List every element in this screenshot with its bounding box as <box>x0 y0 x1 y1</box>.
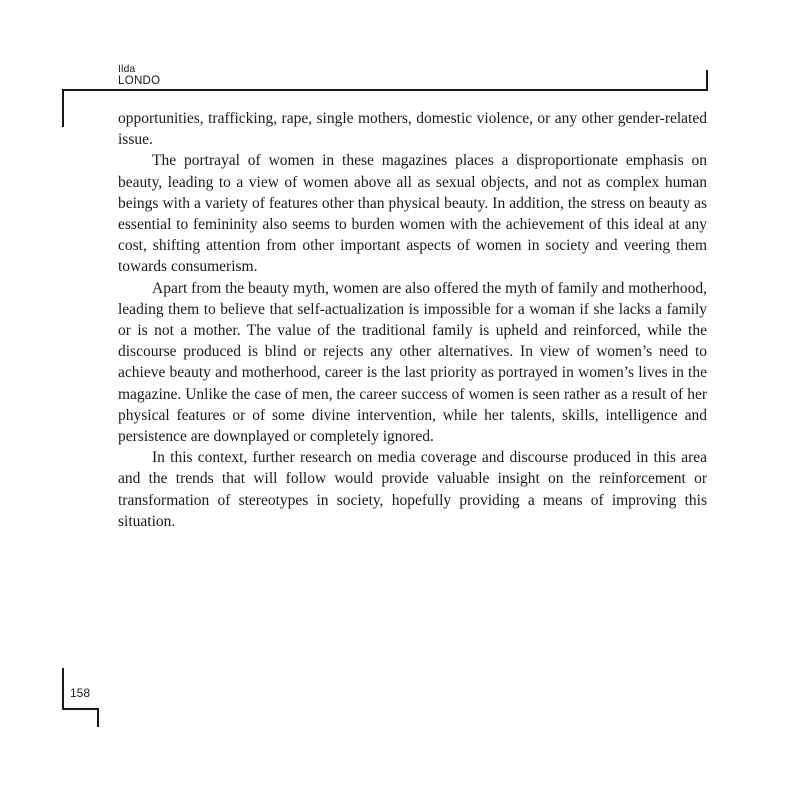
header-rule-left-tick <box>62 89 64 127</box>
paragraph: In this context, further research on media coverage and discourse produced in this area and the trends that will follow would provide valuable insight on the reinforcement or transformation of stereotypes in society, hopefully providing a means of improving this situation. <box>118 449 707 530</box>
running-header-author-first-name: Ilda <box>118 63 136 75</box>
header-rule-horizontal <box>62 89 708 91</box>
paragraph-continued: opportunities, trafficking, rape, single mothers, domestic violence, or any other gender-related issue. <box>118 110 707 149</box>
footer-rule-horizontal <box>62 708 99 710</box>
paragraph: Apart from the beauty myth, women are also offered the myth of family and motherhood, leading them to believe that self-actualization is impossible for a woman if she lacks a family or is not a mother. The value of the traditional family is upheld and reinforced, while the discourse produced is blind or rejects any other alternatives. In view of women’s need to achieve beauty and motherhood, career is the last priority as portrayed in women’s lives in the magazine. Unlike the case of men, the career success of women is seen rather as a result of her physical features or of some divine intervention, while her talents, skills, intelligence and persistence are downplayed or completely ignored. <box>118 279 707 446</box>
paragraph: The portrayal of women in these magazines places a disproportionate emphasis on beauty, leading to a view of women above all as sexual objects, and not as complex human beings with a variety of features other than physical beauty. In addition, the stress on beauty as essential to femininity also seems to burden women with the achievement of this ideal at any cost, shifting attention from other important aspects of women in society and veering them towards consumerism. <box>118 152 707 276</box>
page-number: 158 <box>70 686 91 700</box>
footer-rule-right-tick <box>97 708 99 727</box>
running-header-author-surname: LONDO <box>118 75 161 87</box>
header-rule-right-tick <box>706 70 708 91</box>
body-text <box>118 108 707 532</box>
footer-rule-left-vertical <box>62 668 64 710</box>
